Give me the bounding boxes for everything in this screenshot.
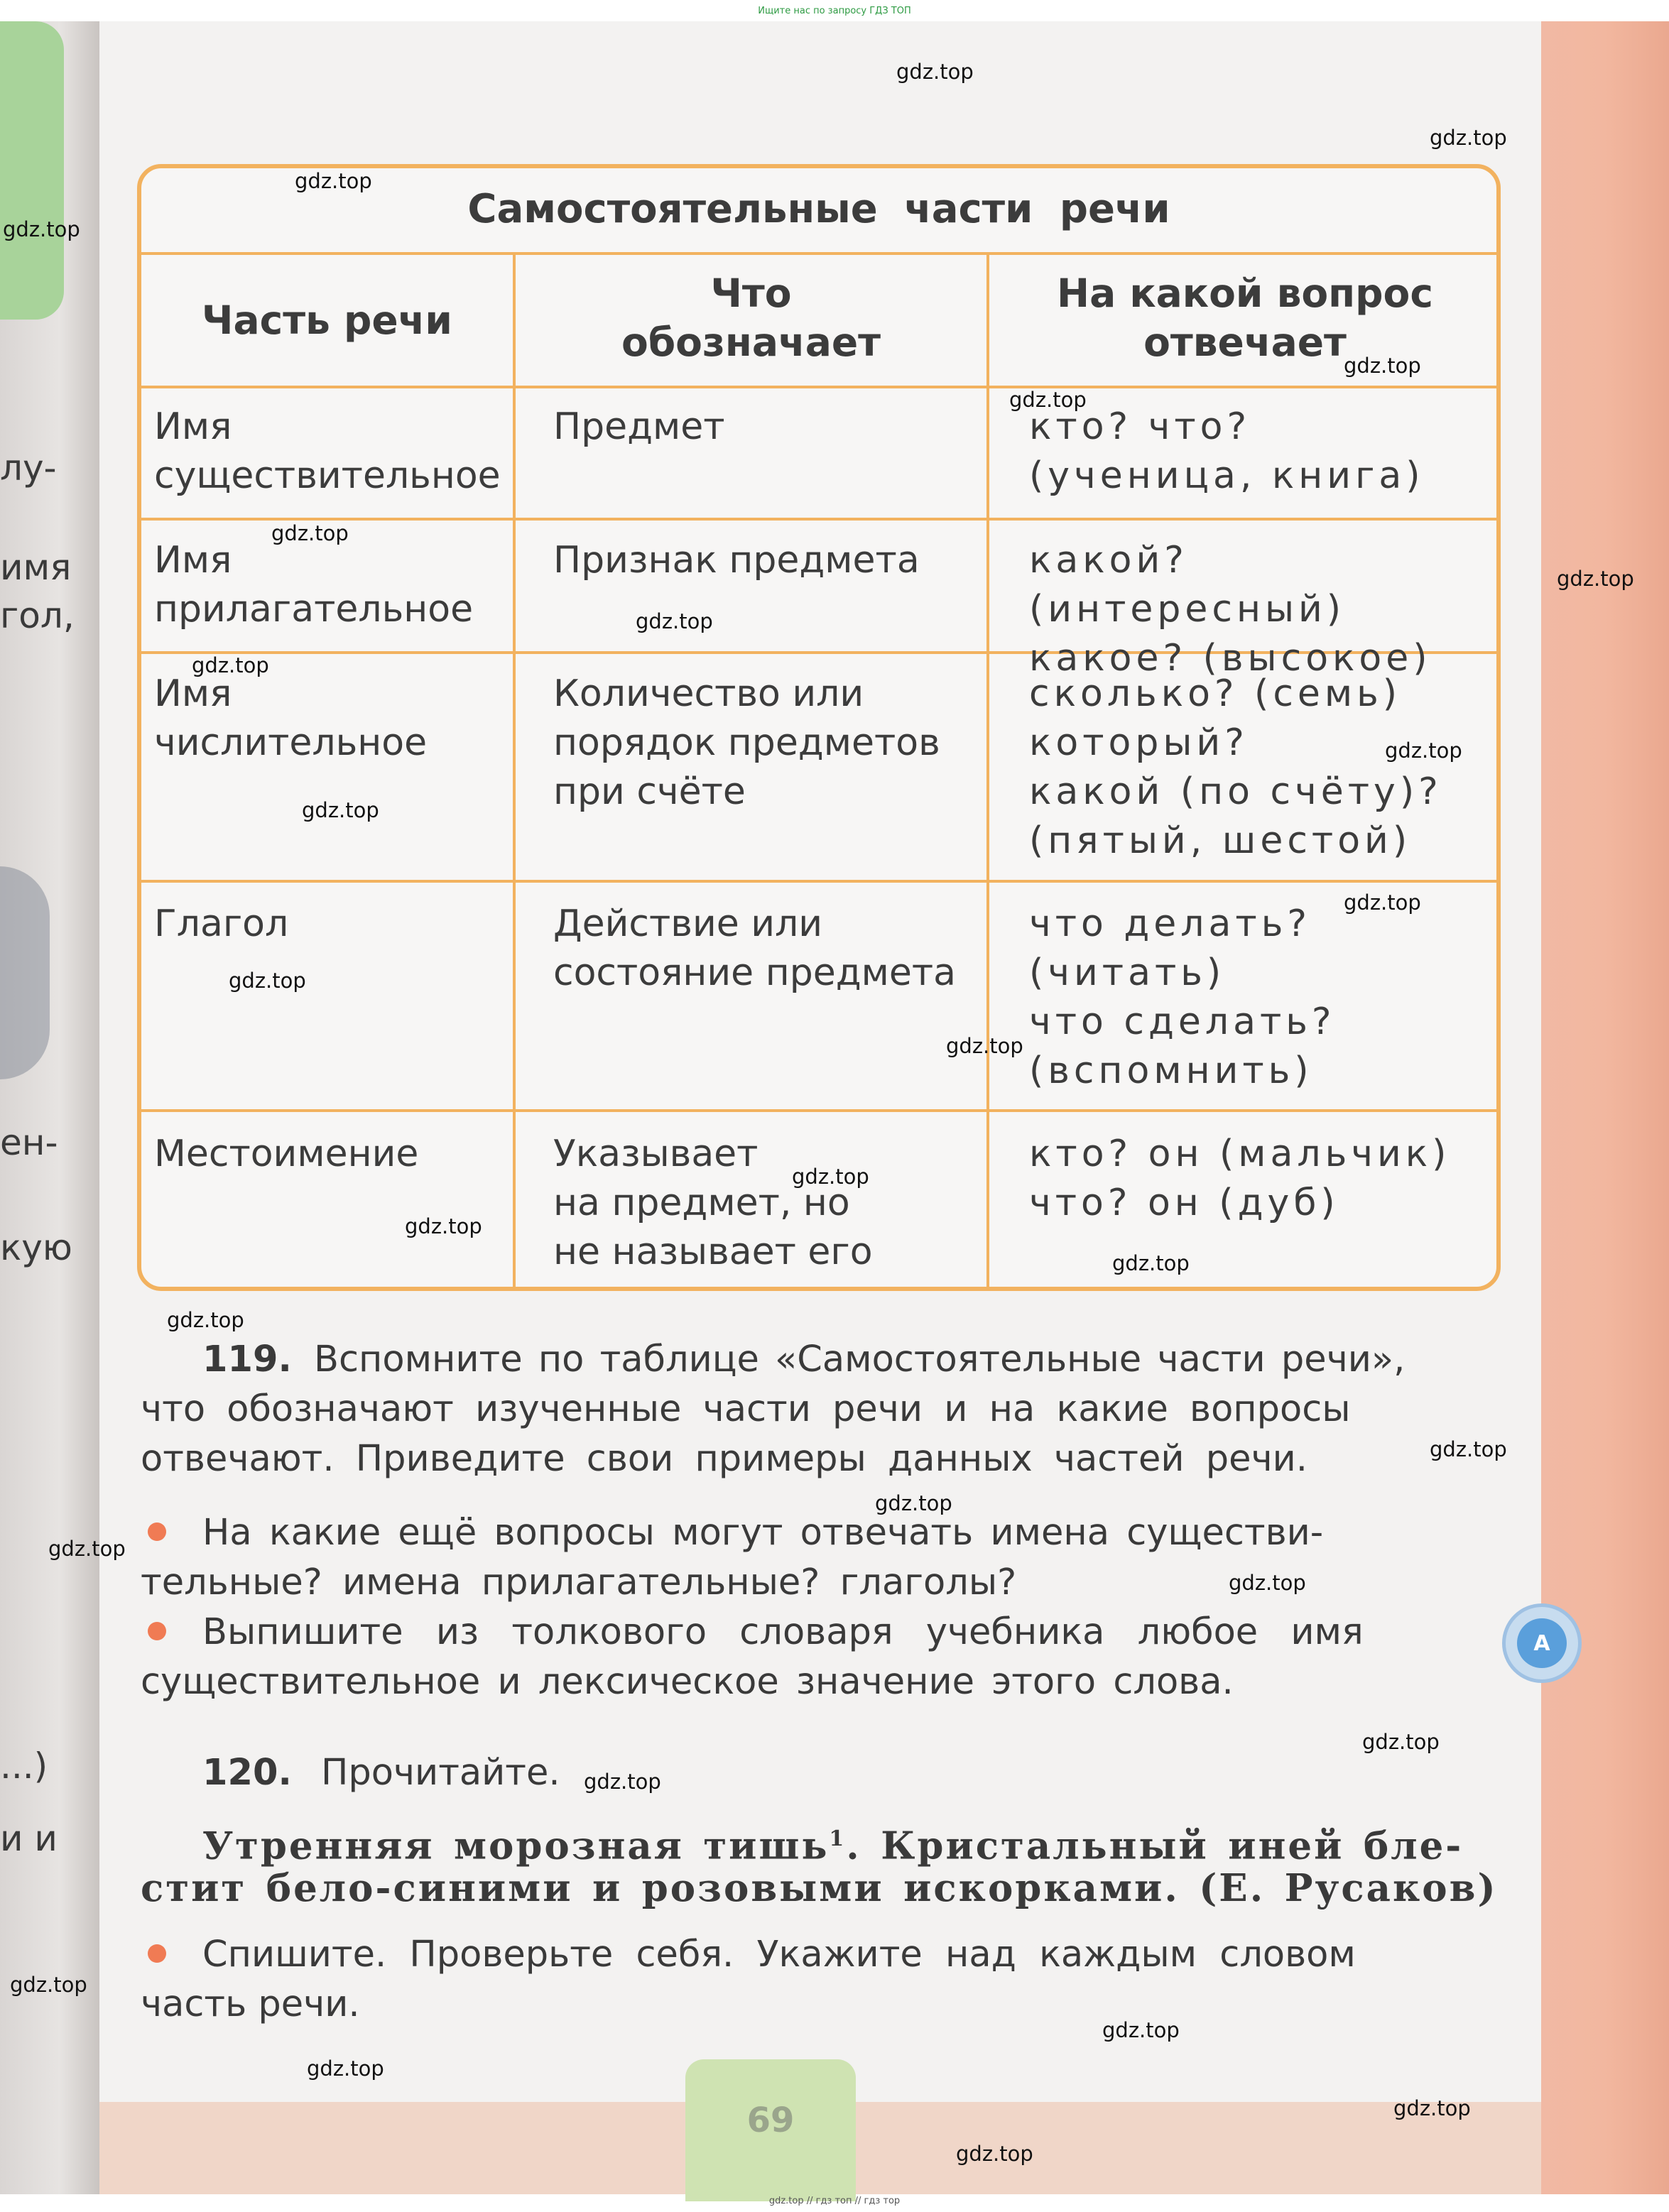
exercise-119-text: что обозначают изученные части речи и на какие вопросы bbox=[141, 1388, 1351, 1430]
watermark: gdz.top bbox=[956, 2142, 1033, 2166]
left-page-fragment: имя bbox=[0, 547, 72, 588]
watermark: gdz.top bbox=[1557, 567, 1634, 591]
watermark: gdz.top bbox=[875, 1491, 952, 1515]
table-divider bbox=[141, 518, 1496, 521]
watermark: gdz.top bbox=[1344, 890, 1421, 915]
parts-of-speech-table bbox=[137, 164, 1501, 1291]
exercise-119-task: тельные? имена прилагательные? глаголы? bbox=[141, 1562, 1017, 1603]
left-page-illustration bbox=[0, 866, 50, 1079]
table-cell-question: сколько? (семь) который? какой (по счёту)? (пятый, шестой) bbox=[1029, 672, 1442, 862]
watermark: gdz.top bbox=[229, 969, 306, 993]
left-page-fragment: ...) bbox=[0, 1745, 48, 1787]
exercise-119-number: 119. bbox=[202, 1339, 292, 1380]
watermark: gdz.top bbox=[295, 169, 372, 193]
table-cell-question: кто? он (мальчик) что? он (дуб) bbox=[1029, 1133, 1451, 1224]
watermark: gdz.top bbox=[48, 1537, 126, 1561]
site-top-link[interactable]: Ищите нас по запросу ГДЗ ТОП bbox=[758, 6, 911, 16]
watermark: gdz.top bbox=[1009, 388, 1087, 412]
table-cell-question: кто? что? (ученица, книга) bbox=[1029, 405, 1425, 497]
watermark: gdz.top bbox=[1385, 739, 1462, 763]
page-number: 69 bbox=[746, 2101, 795, 2140]
watermark: gdz.top bbox=[1102, 2018, 1180, 2042]
dictionary-icon[interactable]: A bbox=[1502, 1603, 1582, 1683]
watermark: gdz.top bbox=[3, 217, 80, 241]
exercise-120-task: Спишите. Проверьте себя. Укажите над каждым словом bbox=[202, 1934, 1356, 1976]
left-page-fragment: кую bbox=[0, 1227, 72, 1268]
left-page-fragment: и и bbox=[0, 1818, 58, 1859]
table-header-meaning: Что обозначает bbox=[621, 271, 881, 365]
table-cell-meaning: Действие или состояние предмета bbox=[553, 903, 957, 994]
watermark: gdz.top bbox=[1112, 1251, 1190, 1275]
table-cell-part: Имя числительное bbox=[154, 672, 428, 764]
left-page-edge bbox=[0, 21, 99, 2194]
table-divider bbox=[141, 386, 1496, 388]
bullet-icon bbox=[148, 1944, 166, 1963]
exercise-119-text: Вспомните по таблице «Самостоятельные части речи», bbox=[314, 1339, 1406, 1380]
watermark: gdz.top bbox=[1393, 2096, 1471, 2120]
watermark: gdz.top bbox=[192, 653, 269, 677]
watermark: gdz.top bbox=[307, 2056, 384, 2081]
watermark: gdz.top bbox=[10, 1973, 87, 1997]
exercise-120-number: 120. bbox=[202, 1752, 292, 1794]
watermark: gdz.top bbox=[271, 521, 349, 545]
watermark: gdz.top bbox=[584, 1770, 661, 1794]
table-cell-meaning: Количество или порядок предметов при счёте bbox=[553, 672, 940, 813]
exercise-119-task: существительное и лексическое значение этого слова. bbox=[141, 1661, 1234, 1703]
exercise-120-task: часть речи. bbox=[141, 1983, 360, 2025]
site-bottom-link[interactable]: gdz.top // гдз топ // гдз тор bbox=[768, 2196, 901, 2206]
table-cell-meaning: Предмет bbox=[553, 405, 725, 448]
table-divider bbox=[141, 880, 1496, 883]
table-divider bbox=[513, 252, 516, 1287]
left-page-fragment: гол, bbox=[0, 595, 75, 636]
table-divider bbox=[986, 252, 989, 1287]
exercise-120-passage: Утренняя морозная тишь$^1$. Кристальный иней бле- bbox=[202, 1824, 1464, 1868]
watermark: gdz.top bbox=[636, 609, 713, 633]
table-header-part: Часть речи bbox=[202, 298, 452, 343]
watermark: gdz.top bbox=[1362, 1730, 1440, 1754]
table-cell-meaning: Признак предмета bbox=[553, 539, 920, 582]
table-cell-part: Имя прилагательное bbox=[154, 539, 474, 631]
table-cell-part: Глагол bbox=[154, 903, 289, 945]
watermark: gdz.top bbox=[896, 60, 974, 84]
exercise-119-text: отвечают. Приведите свои примеры данных частей речи. bbox=[141, 1438, 1308, 1480]
table-cell-question: какой? (интересный) какое? (высокое) bbox=[1029, 539, 1432, 680]
watermark: gdz.top bbox=[1430, 126, 1507, 150]
bullet-icon bbox=[148, 1622, 166, 1640]
table-title: Самостоятельные части речи bbox=[467, 186, 1170, 232]
page-number-tab bbox=[685, 2059, 856, 2201]
left-page-fragment: лу- bbox=[0, 447, 57, 489]
watermark: gdz.top bbox=[946, 1034, 1023, 1058]
exercise-120-instruction: Прочитайте. bbox=[321, 1752, 560, 1794]
watermark: gdz.top bbox=[302, 798, 379, 822]
table-cell-part: Местоимение bbox=[154, 1133, 419, 1175]
watermark: gdz.top bbox=[1430, 1437, 1507, 1461]
left-page-tab bbox=[0, 21, 64, 320]
table-cell-meaning: Указывает на предмет, но не называет его bbox=[553, 1133, 873, 1273]
watermark: gdz.top bbox=[792, 1165, 869, 1189]
exercise-119-task: На какие ещё вопросы могут отвечать имена существи- bbox=[202, 1512, 1324, 1554]
exercise-119-task: Выпишите из толкового словаря учебника любое имя bbox=[202, 1611, 1364, 1653]
table-divider bbox=[141, 252, 1496, 255]
watermark: gdz.top bbox=[405, 1214, 482, 1238]
exercise-120-passage: стит бело-синими и розовыми искорками. (Е. Русаков) bbox=[141, 1866, 1498, 1910]
table-header-question: На какой вопрос отвечает bbox=[1057, 271, 1433, 365]
table-cell-part: Имя существительное bbox=[154, 405, 501, 497]
table-cell-question: что делать? (читать) что сделать? (вспомнить) bbox=[1029, 903, 1336, 1092]
table-divider bbox=[141, 1109, 1496, 1112]
watermark: gdz.top bbox=[1229, 1571, 1306, 1595]
left-page-fragment: ен- bbox=[0, 1122, 58, 1163]
watermark: gdz.top bbox=[167, 1308, 244, 1332]
watermark: gdz.top bbox=[1344, 354, 1421, 378]
bullet-icon bbox=[148, 1522, 166, 1541]
page-side-border bbox=[1541, 21, 1669, 2194]
